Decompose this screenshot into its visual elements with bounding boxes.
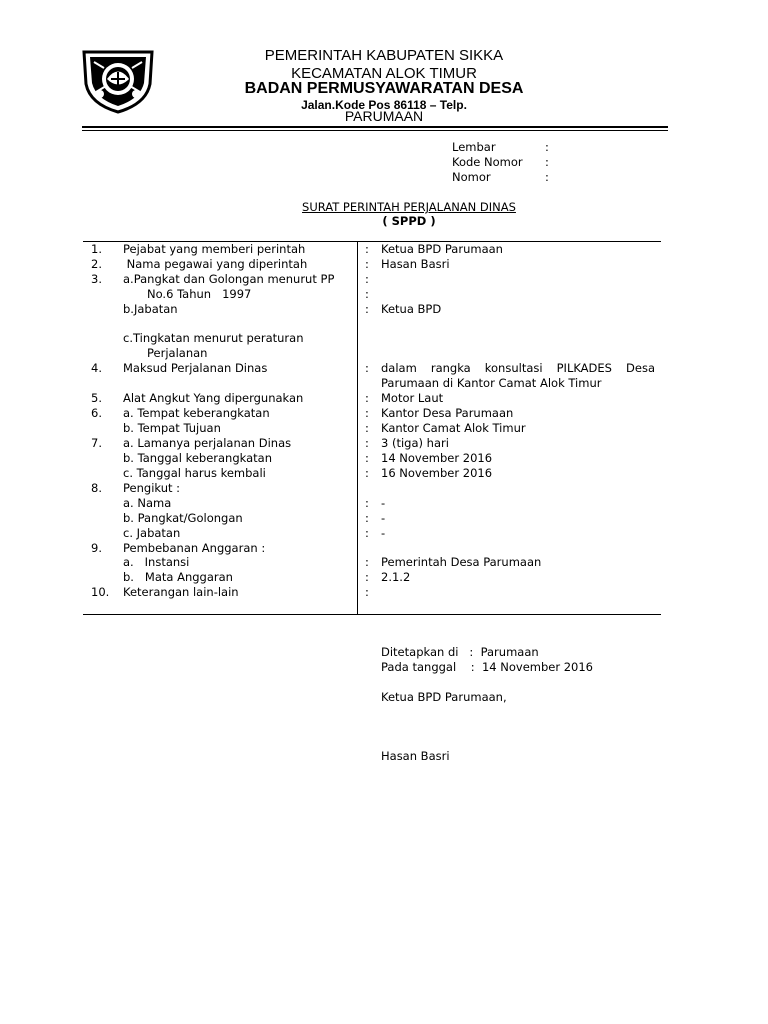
row-label: b. Pangkat/Golongan xyxy=(123,511,243,525)
row-label: Nama pegawai yang diperintah xyxy=(123,257,308,271)
row-label: a.Pangkat dan Golongan menurut PP xyxy=(123,272,335,286)
row-colon: : xyxy=(365,466,369,480)
row-colon: : xyxy=(365,391,369,405)
row-label: a. Instansi xyxy=(123,555,190,569)
header-district: KECAMATAN ALOK TIMUR xyxy=(291,65,477,82)
row-colon: : xyxy=(365,406,369,420)
meta-colon: : xyxy=(545,155,549,169)
table-divider xyxy=(357,242,358,614)
row-label: b.Jabatan xyxy=(123,302,178,316)
row-label-cont: Perjalanan xyxy=(147,346,208,360)
row-colon: : xyxy=(365,361,369,375)
row-colon: : xyxy=(365,555,369,569)
row-value: Ketua BPD Parumaan xyxy=(381,242,503,256)
header-village: PARUMAAN xyxy=(344,108,424,124)
meta-colon: : xyxy=(545,170,549,184)
footer-place: Ditetapkan di : Parumaan xyxy=(381,645,539,659)
meta-colon: : xyxy=(545,140,549,154)
row-number: 7. xyxy=(91,436,102,450)
meta-lembar-label: Lembar xyxy=(452,140,496,154)
meta-kode-label: Kode Nomor xyxy=(452,155,523,169)
row-label: a. Nama xyxy=(123,496,172,510)
row-label: a. Lamanya perjalanan Dinas xyxy=(123,436,292,450)
row-colon: : xyxy=(365,451,369,465)
row-colon: : xyxy=(365,526,369,540)
row-value: - xyxy=(381,496,386,510)
row-label: Pengikut : xyxy=(123,481,181,495)
row-label: b. Tanggal keberangkatan xyxy=(123,451,272,465)
row-number: 10. xyxy=(91,585,110,599)
row-colon: : xyxy=(365,421,369,435)
row-colon: : xyxy=(365,496,369,510)
header-agency: BADAN PERMUSYAWARATAN DESA xyxy=(244,80,524,97)
row-value: Pemerintah Desa Parumaan xyxy=(381,555,542,569)
row-label: b. Mata Anggaran xyxy=(123,570,233,584)
row-label: b. Tempat Tujuan xyxy=(123,421,221,435)
row-label-cont: No.6 Tahun 1997 xyxy=(147,287,252,301)
row-value: 3 (tiga) hari xyxy=(381,436,449,450)
footer-position: Ketua BPD Parumaan, xyxy=(381,690,507,704)
row-value: - xyxy=(381,511,386,525)
table-bottom-rule xyxy=(83,614,661,615)
row-label: c. Tanggal harus kembali xyxy=(123,466,266,480)
row-label: a. Tempat keberangkatan xyxy=(123,406,270,420)
row-number: 8. xyxy=(91,481,102,495)
row-number: 3. xyxy=(91,272,102,286)
document-title: SURAT PERINTAH PERJALANAN DINAS xyxy=(302,200,516,214)
header-regency: PEMERINTAH KABUPATEN SIKKA xyxy=(264,47,504,64)
row-number: 1. xyxy=(91,242,102,256)
row-value: 14 November 2016 xyxy=(381,451,493,465)
row-value: 16 November 2016 xyxy=(381,466,493,480)
meta-nomor-label: Nomor xyxy=(452,170,491,184)
header-address: Jalan.Kode Pos 86118 – Telp. xyxy=(301,98,467,112)
row-number: 5. xyxy=(91,391,102,405)
row-colon: : xyxy=(365,511,369,525)
row-colon: : xyxy=(365,287,369,301)
row-colon: : xyxy=(365,585,369,599)
row-colon: : xyxy=(365,272,369,286)
header-rule-thin xyxy=(82,130,668,131)
row-colon: : xyxy=(365,436,369,450)
row-colon: : xyxy=(365,570,369,584)
row-value-cont: Parumaan di Kantor Camat Alok Timur xyxy=(381,376,602,390)
footer-date: Pada tanggal : 14 November 2016 xyxy=(381,660,593,674)
row-label: c.Tingkatan menurut peraturan xyxy=(123,331,304,345)
row-number: 9. xyxy=(91,541,102,555)
row-value: Motor Laut xyxy=(381,391,444,405)
row-number: 6. xyxy=(91,406,102,420)
document-subtitle: ( SPPD ) xyxy=(382,214,436,228)
row-colon: : xyxy=(365,257,369,271)
row-colon: : xyxy=(365,242,369,256)
row-colon: : xyxy=(365,302,369,316)
row-value: Hasan Basri xyxy=(381,257,450,271)
row-value: - xyxy=(381,526,386,540)
row-value: 2.1.2 xyxy=(381,570,411,584)
row-value: Kantor Desa Parumaan xyxy=(381,406,514,420)
row-label: Keterangan lain-lain xyxy=(123,585,239,599)
row-value: Ketua BPD xyxy=(381,302,442,316)
row-label: Pembebanan Anggaran : xyxy=(123,541,266,555)
row-value: dalam rangka konsultasi PILKADES Desa xyxy=(381,361,655,375)
header-rule-thick xyxy=(82,126,668,128)
row-label: Maksud Perjalanan Dinas xyxy=(123,361,268,375)
row-number: 2. xyxy=(91,257,102,271)
footer-signatory: Hasan Basri xyxy=(381,749,450,763)
row-number: 4. xyxy=(91,361,102,375)
row-label: Alat Angkut Yang dipergunakan xyxy=(123,391,304,405)
row-label: c. Jabatan xyxy=(123,526,181,540)
row-value: Kantor Camat Alok Timur xyxy=(381,421,526,435)
row-label: Pejabat yang memberi perintah xyxy=(123,242,306,256)
